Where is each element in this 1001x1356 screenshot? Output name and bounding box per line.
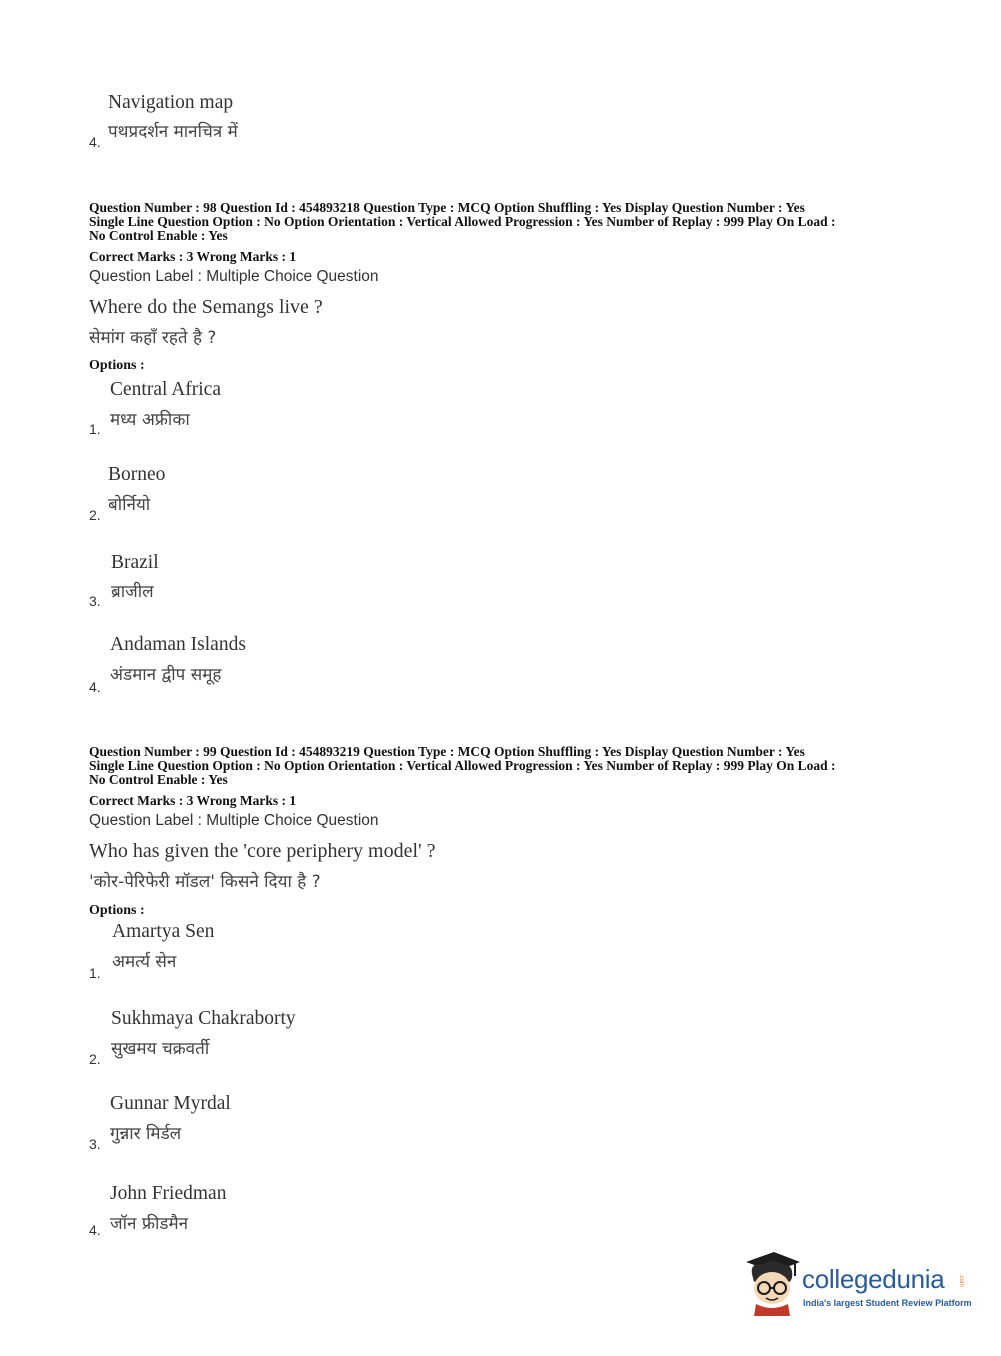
option-number: 4. [89, 134, 101, 150]
option-english: Amartya Sen [112, 921, 215, 942]
option-number: 4. [89, 1222, 101, 1238]
option-english: Sukhmaya Chakraborty [111, 1008, 296, 1029]
question-text-english: Who has given the 'core periphery model' ? [89, 840, 436, 862]
option-hindi: जॉन फ्रीडमैन [110, 1214, 189, 1234]
option-number: 3. [89, 593, 101, 609]
question-meta-line: No Control Enable : Yes [89, 228, 228, 243]
option-english: Andaman Islands [110, 634, 246, 655]
options-heading: Options : [89, 903, 145, 918]
logo-tagline: India's largest Student Review Platform [803, 1298, 972, 1308]
option-english: Central Africa [110, 379, 221, 400]
option-english: Borneo [108, 464, 166, 485]
question-marks: Correct Marks : 3 Wrong Marks : 1 [89, 249, 297, 264]
option-number: 1. [89, 965, 101, 981]
mascot-icon [742, 1248, 802, 1318]
option-hindi: सुखमय चक्रवर्ती [111, 1039, 210, 1059]
option-number: 4. [89, 679, 101, 695]
option-hindi: ब्राजील [111, 582, 154, 602]
question-meta-line: Question Number : 99 Question Id : 454893219 Question Type : MCQ Option Shuffling : Yes Display Question Number : Yes [89, 744, 805, 759]
option-hindi: गुन्नार मिर्डल [110, 1124, 182, 1144]
option-hindi: अमर्त्य सेन [112, 952, 177, 972]
option-english: Brazil [111, 552, 159, 573]
option-hindi: पथप्रदर्शन मानचित्र में [108, 122, 238, 142]
question-meta-line: Single Line Question Option : No Option Orientation : Vertical Allowed Progression : Yes Number of Replay : 999 Play On Load : [89, 758, 836, 773]
option-number: 2. [89, 507, 101, 523]
option-english: Gunnar Myrdal [110, 1093, 231, 1114]
option-hindi: बोर्नियो [108, 495, 151, 515]
question-text-english: Where do the Semangs live ? [89, 296, 323, 318]
question-text-hindi: 'कोर-पेरिफेरी मॉडल' किसने दिया है ? [89, 872, 321, 892]
question-meta-line: No Control Enable : Yes [89, 772, 228, 787]
option-number: 1. [89, 421, 101, 437]
option-english: Navigation map [108, 92, 234, 113]
option-number: 3. [89, 1136, 101, 1152]
option-english: John Friedman [110, 1183, 227, 1204]
options-heading: Options : [89, 358, 145, 373]
question-meta-line: Question Number : 98 Question Id : 454893218 Question Type : MCQ Option Shuffling : Yes Display Question Number : Yes [89, 200, 805, 215]
question-marks: Correct Marks : 3 Wrong Marks : 1 [89, 793, 297, 808]
question-label: Question Label : Multiple Choice Question [89, 268, 379, 285]
option-hindi: मध्य अफ्रीका [110, 410, 190, 430]
question-text-hindi: सेमांग कहाँ रहते है ? [89, 328, 217, 348]
option-number: 2. [89, 1051, 101, 1067]
logo-suffix: .com [958, 1274, 964, 1288]
logo-wordmark: collegedunia [802, 1264, 945, 1294]
collegedunia-logo [742, 1248, 972, 1318]
option-hindi: अंडमान द्वीप समूह [110, 665, 222, 685]
question-label: Question Label : Multiple Choice Question [89, 812, 379, 829]
question-meta-line: Single Line Question Option : No Option Orientation : Vertical Allowed Progression : Yes Number of Replay : 999 Play On Load : [89, 214, 836, 229]
